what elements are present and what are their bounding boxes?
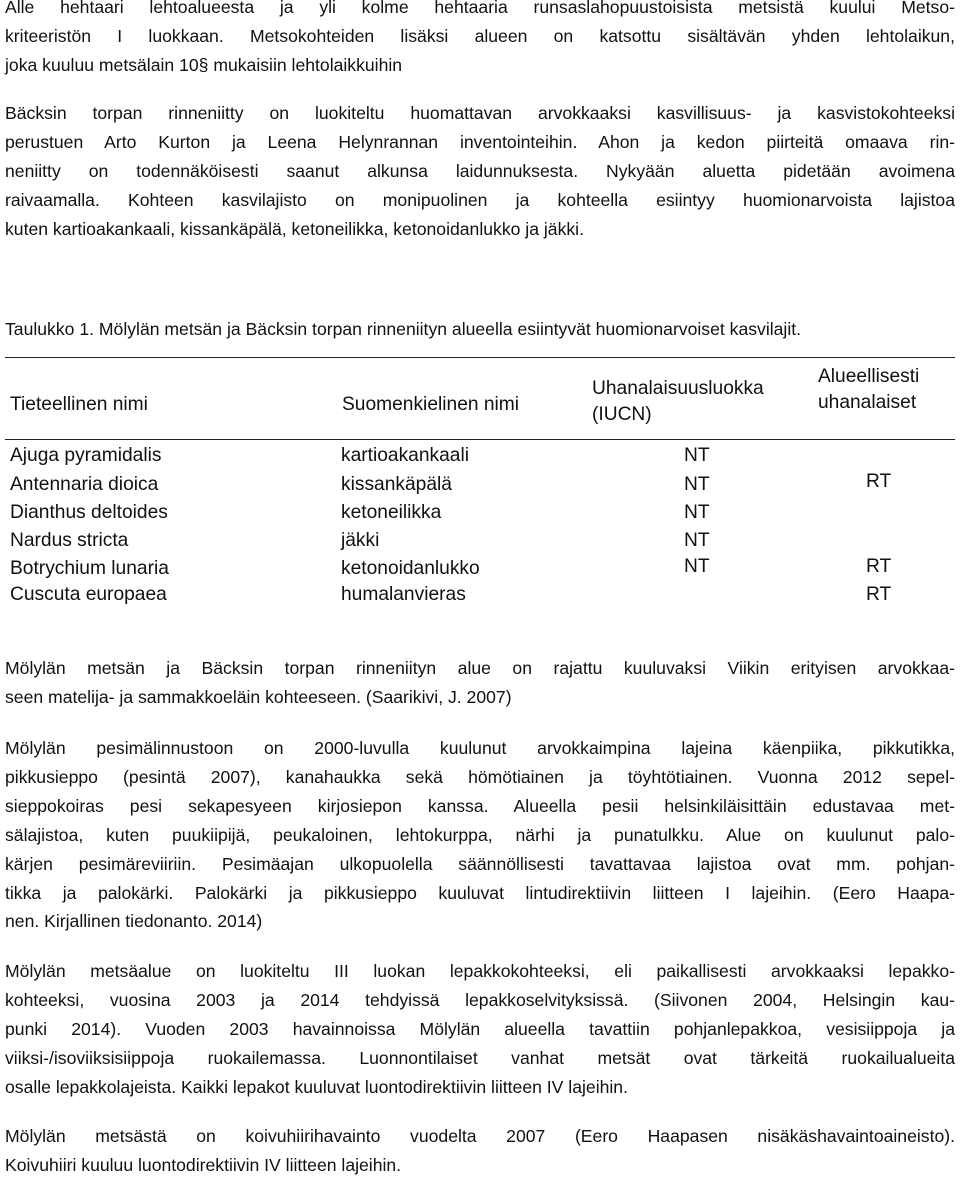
cell-finnish: ketoneilikka (341, 502, 442, 523)
text-line: raivaamalla. Kohteen kasvilajisto on monipuolinen ja kohteella esiintyy huomionarvoista lajistoa (5, 189, 955, 210)
cell-iucn: NT (684, 445, 710, 466)
header-iucn-line: (IUCN) (592, 404, 652, 425)
cell-scientific: Ajuga pyramidalis (10, 445, 162, 466)
cell-finnish: humalanvieras (341, 584, 466, 605)
header-scientific-name: Tieteellinen nimi (10, 394, 148, 415)
text-line: osalle lepakkolajeista. Kaikki lepakot kuuluvat luontodirektiivin liitteen IV lajeihin. (5, 1076, 628, 1097)
cell-finnish: kartioakankaali (341, 445, 469, 466)
text-line: kärjen pesimäreviiriin. Pesimäajan ulkopuolella säännöllisesti tavattavaa lajistoa ovat mm. pohjan- (5, 853, 955, 874)
text-line: pikkusieppo (pesintä 2007), kanahaukka sekä hömötiainen ja töyhtötiainen. Vuonna 2012 sepel- (5, 766, 955, 787)
cell-scientific: Dianthus deltoides (10, 502, 168, 523)
text-line: Mölylän pesimälinnustoon on 2000-luvulla kuulunut arvokkaimpina lajeina käenpiika, pikkutikka, (5, 738, 955, 758)
cell-iucn: NT (684, 474, 710, 495)
text-line: neniitty on todennäköisesti saanut alkunsa laidunnuksesta. Nykyään aluetta pidetään avoimena (5, 160, 955, 181)
cell-regional: RT (866, 556, 892, 577)
table-header-rule (5, 439, 955, 440)
text-line: Mölylän metsäalue on luokiteltu III luokan lepakkokohteeksi, eli paikallisesti arvokkaaksi lepakko- (5, 961, 955, 981)
paragraph-birch-mouse (5, 1122, 955, 1180)
cell-scientific: Nardus stricta (10, 530, 129, 551)
header-regional-line: Alueellisesti (818, 366, 920, 387)
cell-iucn: NT (684, 530, 710, 551)
text-line: viiksi-/isoviiksisiippoja ruokailemassa. Luonnontilaiset vanhat metsät ovat tärkeitä ruokailualueita (5, 1047, 955, 1068)
text-line: sälajistoa, kuten puukiipijä, peukaloinen, lehtokurppa, närhi ja punatulkku. Alue on kuulunut palo- (5, 824, 955, 845)
text-line: Mölylän metsästä on koivuhiirihavainto vuodelta 2007 (Eero Haapasen nisäkäshavaintoaineisto). (5, 1126, 955, 1146)
header-regional-line: uhanalaiset (818, 392, 917, 413)
text-line: sieppokoiras pesi sekapesyeen kirjosiepon kanssa. Alueella pesii helsinkiläisittäin edustavaa met- (5, 795, 955, 816)
text-line: perustuen Arto Kurton ja Leena Helynrannan inventointeihin. Ahon ja kedon piirteitä omaava rin- (5, 131, 955, 152)
text-line: tikka ja palokärki. Palokärki ja pikkusieppo kuuluvat lintudirektiivin liitteen I lajeihin. (Eero Haapa- (5, 882, 955, 903)
cell-iucn: NT (684, 502, 710, 523)
header-regional-threat (818, 364, 919, 416)
text-line: seen matelija- ja sammakkoeläin kohteeseen. (Saarikivi, J. 2007) (5, 686, 512, 707)
text-line: Alle hehtaari lehtoalueesta ja yli kolme hehtaaria runsaslahopuustoisista metsistä kuului Metso- (5, 0, 955, 17)
text-line: Bäcksin torpan rinneniitty on luokiteltu huomattavan arvokkaaksi kasvillisuus- ja kasvistokohteeksi (5, 103, 955, 123)
text-line: Koivuhiiri kuuluu luontodirektiivin IV liitteen lajeihin. (5, 1154, 402, 1175)
cell-iucn: NT (684, 556, 710, 577)
cell-scientific: Antennaria dioica (10, 474, 159, 495)
text-line: Mölylän metsän ja Bäcksin torpan rinneniityn alue on rajattu kuuluvaksi Viikin erityisen arvokkaa- (5, 658, 955, 678)
header-finnish-name: Suomenkielinen nimi (342, 394, 520, 415)
paragraph-bat-site (5, 957, 955, 1102)
text-line: nen. Kirjallinen tiedonanto. 2014) (5, 911, 263, 932)
cell-scientific: Botrychium lunaria (10, 558, 169, 579)
paragraph-meadow-description (5, 99, 955, 244)
cell-regional: RT (866, 584, 892, 605)
header-iucn-class (592, 376, 764, 428)
text-line: punki 2014). Vuoden 2003 havainnoissa Mölylän alueella tavattiin pohjanlepakkoa, vesisiippoja ja (5, 1018, 955, 1039)
cell-finnish: jäkki (341, 530, 380, 551)
text-line: joka kuuluu metsälain 10§ mukaisiin lehtolaikkuihin (5, 54, 403, 75)
text-line: kohteeksi, vuosina 2003 ja 2014 tehdyissä lepakkoselvityksissä. (Siivonen 2004, Helsingin kau- (5, 989, 955, 1010)
table-top-rule (5, 357, 955, 358)
table-caption: Taulukko 1. Mölylän metsän ja Bäcksin torpan rinneniityn alueella esiintyvät huomionarvoiset kasvilajit. (5, 319, 802, 339)
cell-finnish: kissankäpälä (341, 474, 452, 495)
paragraph-reptile-area (5, 654, 955, 712)
text-line: kuten kartioakankaali, kissankäpälä, ketoneilikka, ketonoidanlukko ja jäkki. (5, 218, 584, 239)
cell-finnish: ketonoidanlukko (341, 558, 480, 579)
header-iucn-line: Uhanalaisuusluokka (592, 378, 764, 399)
cell-regional: RT (866, 471, 892, 492)
text-line: kriteeristön I luokkaan. Metsokohteiden lisäksi alueen on katsottu sisältävän yhden lehtolaikun, (5, 25, 955, 46)
cell-scientific: Cuscuta europaea (10, 584, 167, 605)
paragraph-bird-species (5, 734, 955, 936)
paragraph-metso-criteria (5, 0, 955, 80)
